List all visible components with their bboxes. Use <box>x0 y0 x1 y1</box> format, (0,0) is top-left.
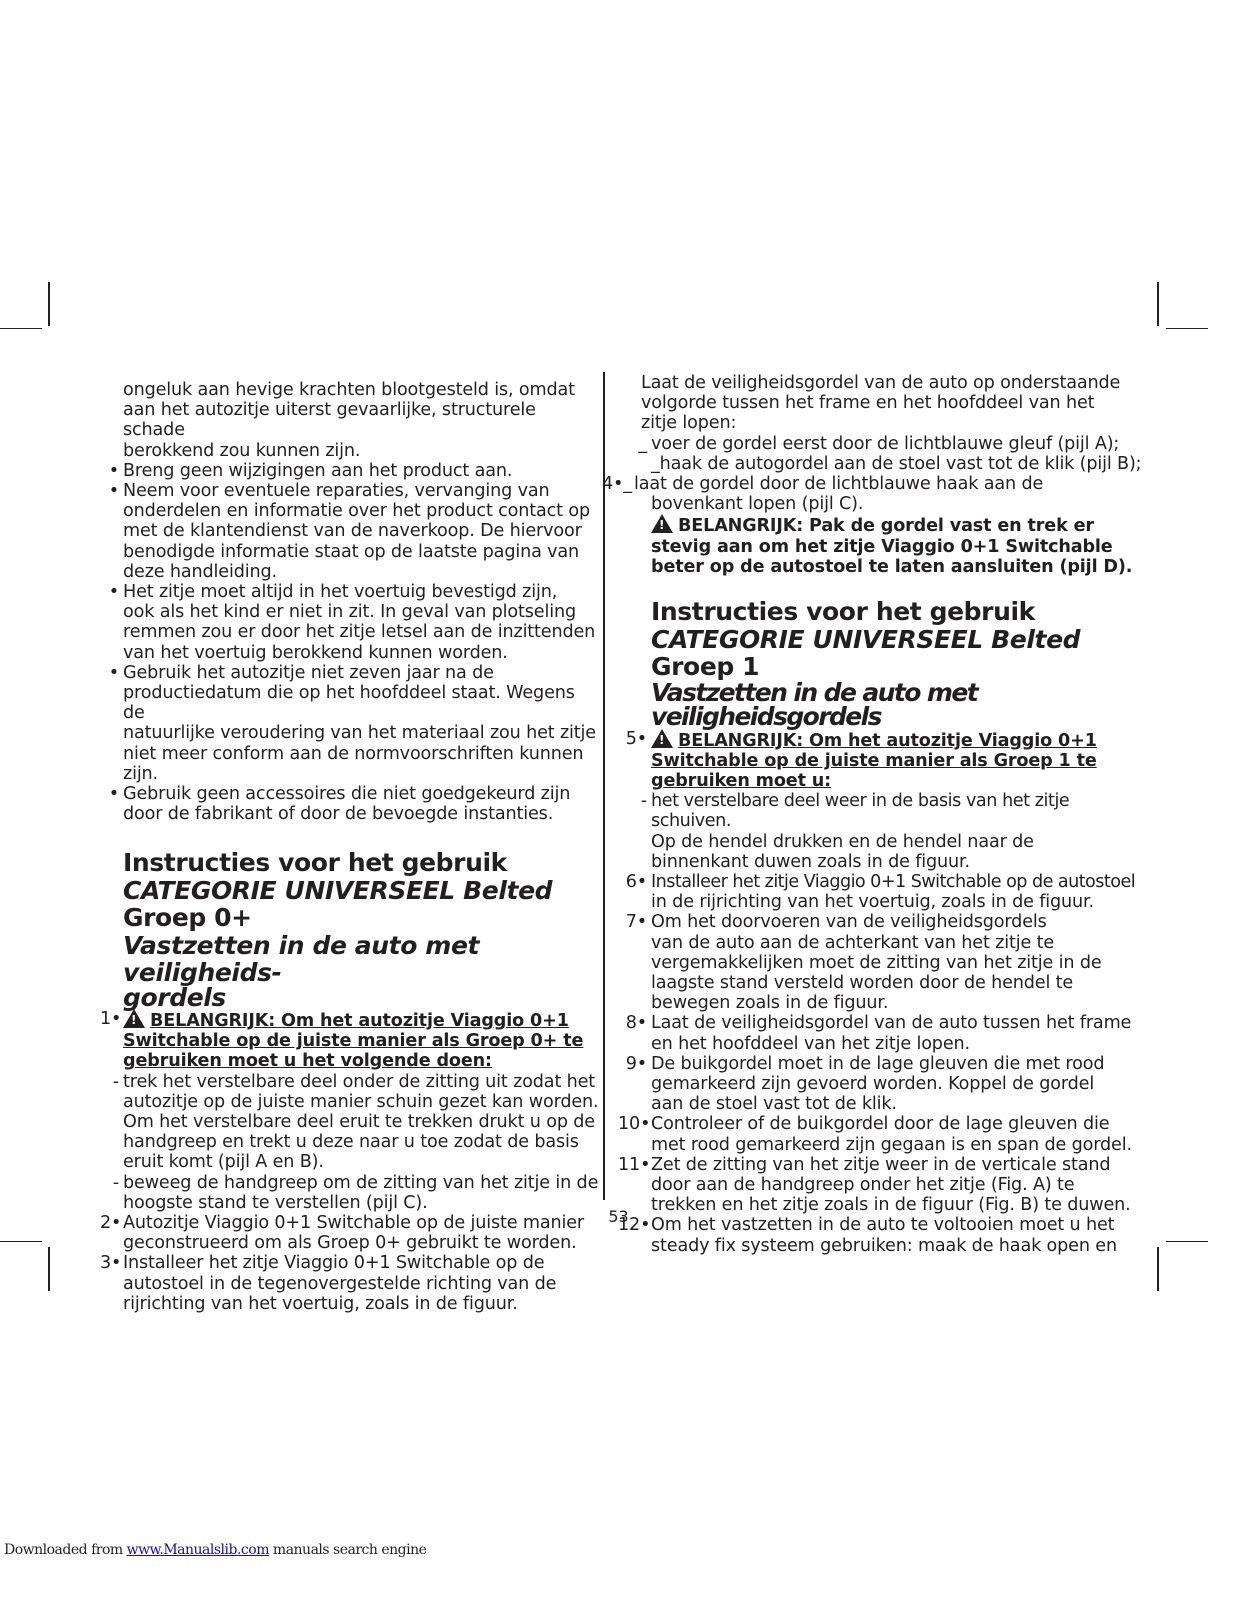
step-line: bewegen zoals in de figuur. <box>651 993 889 1014</box>
footer-suffix: manuals search engine <box>268 1542 427 1558</box>
step-item <box>618 1013 1148 1053</box>
step-line: binnenkant duwen zoals in de figuur. <box>651 851 970 872</box>
step-marker: 11• <box>618 1154 651 1175</box>
step-line: De buikgordel moet in de lage gleuven die met rood <box>651 1053 1105 1074</box>
bullet-line: productiedatum die op het hoofddeel staat. Wegens de <box>123 683 575 724</box>
page-number: 53 <box>608 1207 629 1226</box>
step-line: het verstelbare deel weer in de basis van het zitje schuiven. <box>651 791 1070 832</box>
step-item <box>618 1054 1148 1115</box>
step-line: Op de hendel drukken en de hendel naar de <box>651 831 1034 852</box>
sub-line: voer de gordel eerst door de lichtblauwe gleuf (pijl A); <box>651 433 1120 454</box>
step-line: autozitje op de juiste manier schuin gezet kan worden. <box>123 1091 599 1112</box>
step-marker: 9• <box>625 1053 647 1074</box>
step-line: van de auto aan de achterkant van het zitje te <box>651 932 1055 953</box>
bullet-line: onderdelen en informatie over het product contact op <box>123 501 591 522</box>
step-marker: - <box>112 1172 119 1193</box>
warning-icon <box>123 1009 145 1028</box>
important-line: beter op de autostoel te laten aansluiten (pijl D). <box>651 556 1133 577</box>
bullet-line: Het zitje moet altijd in het voertuig bevestigd zijn, <box>123 582 558 603</box>
bullet-line: door de fabrikant of door de bevoegde instanties. <box>123 804 554 825</box>
heading-category: CATEGORIE UNIVERSEEL Belted <box>651 624 1081 654</box>
step-line: aan de stoel vast tot de klik. <box>651 1094 897 1115</box>
sub-line: laat de gordel door de lichtblauwe haak aan de <box>634 474 1044 495</box>
step-line: beweeg de handgreep om de zitting van het zitje in de <box>123 1172 599 1193</box>
step-item <box>618 791 1148 872</box>
bullet-line: deze handleiding. <box>123 561 277 582</box>
sub-line: bovenkant lopen (pijl C). <box>651 494 864 515</box>
bullet-marker: • <box>108 784 119 805</box>
left-column <box>100 380 600 1314</box>
step-line: hoogste stand te verstellen (pijl C). <box>123 1192 428 1213</box>
bullet-line: ook als het kind er niet in zit. In geval van plotseling <box>123 602 576 623</box>
intro-line: ongeluk aan hevige krachten blootgesteld is, omdat <box>123 380 575 400</box>
bullet-line: remmen zou er door het zitje letsel aan de inzittenden <box>123 622 596 643</box>
section-heading <box>618 598 1148 729</box>
step-marker: 8• <box>625 1013 647 1034</box>
heading-subtitle: Vastzetten in de auto met veiligheids- <box>123 930 480 988</box>
important-line: gebruiken moet u het volgende doen: <box>123 1051 492 1072</box>
step-line: met rood gemarkeerd zijn gegaan is en span de gordel. <box>651 1134 1132 1155</box>
crop-mark <box>1157 1247 1159 1291</box>
step-line: eruit komt (pijl A en B). <box>123 1152 324 1173</box>
heading-title: Instructies voor het gebruik <box>651 597 1035 627</box>
step-item <box>100 1072 600 1173</box>
heading-category: CATEGORIE UNIVERSEEL Belted <box>123 875 553 905</box>
step-item <box>618 1114 1148 1154</box>
bullet-marker: • <box>108 662 119 683</box>
crop-mark <box>1166 1241 1208 1242</box>
step-line: geconstrueerd om als Groep 0+ gebruikt te worden. <box>123 1233 577 1254</box>
heading-group: Groep 0+ <box>123 903 252 933</box>
bullet-line: van het voertuig berokkend kunnen worden. <box>123 642 508 663</box>
step-line: Installeer het zitje Viaggio 0+1 Switchable op de autostoel <box>651 871 1136 892</box>
sub-item <box>618 454 1148 474</box>
step-line: laagste stand versteld worden door de hendel te <box>651 972 1074 993</box>
step-line: en het hoofddeel van het zitje lopen. <box>651 1033 970 1054</box>
bullet-item <box>100 582 600 663</box>
crop-mark <box>1166 328 1208 329</box>
heading-subtitle: Vastzetten in de auto met veiligheidsgordels <box>651 677 978 731</box>
step-line: gemarkeerd zijn gevoerd worden. Koppel de gordel <box>651 1073 1095 1094</box>
step-line: Om het vastzetten in de auto te voltooien moet u het <box>651 1215 1115 1236</box>
important-line: stevig aan om het zitje Viaggio 0+1 Switchable <box>651 536 1113 557</box>
step-marker: 5• <box>625 728 647 749</box>
important-block <box>618 514 1148 577</box>
step-marker: 7• <box>625 912 647 933</box>
step-line: Installeer het zitje Viaggio 0+1 Switchable op de <box>123 1253 545 1274</box>
important-line: Switchable op de juiste manier als Groep 0+ te <box>123 1031 584 1052</box>
step-line: vergemakkelijken moet de zitting van het zitje in de <box>651 952 1102 973</box>
bullet-item <box>100 663 600 784</box>
step-line: handgreep en trekt u deze naar u toe zodat de basis <box>123 1132 579 1153</box>
important-line: BELANGRIJK: Pak de gordel vast en trek er <box>678 516 1094 537</box>
step-marker: 10• <box>618 1114 651 1135</box>
footer-prefix: Downloaded from <box>4 1542 127 1558</box>
sub-item <box>618 434 1148 454</box>
bullet-line: niet meer conform aan de normvoorschriften kunnen zijn. <box>123 743 584 784</box>
step-marker: 2• <box>100 1213 122 1233</box>
step-line: Laat de veiligheidsgordel van de auto tussen het frame <box>651 1013 1132 1034</box>
crop-mark <box>48 282 50 326</box>
step-line: trek het verstelbare deel onder de zitting uit zodat het <box>123 1071 596 1092</box>
intro-line: Laat de veiligheidsgordel van de auto op onderstaande <box>641 373 1121 393</box>
bullet-marker: • <box>108 582 119 603</box>
bullet-line: Neem voor eventuele reparaties, vervanging van <box>123 481 550 502</box>
step-item <box>618 729 1148 792</box>
step-line: door aan de handgreep onder het zitje (Fig. A) te <box>651 1175 1075 1195</box>
footer <box>4 1542 426 1558</box>
step-item <box>618 912 1148 1013</box>
step-item <box>100 1009 600 1072</box>
step-line: autostoel in de tegenovergestelde richting van de <box>123 1273 557 1294</box>
heading-title: Instructies voor het gebruik <box>123 848 507 878</box>
crop-mark <box>0 1241 42 1242</box>
step-line: rijrichting van het voertuig, zoals in de figuur. <box>123 1293 518 1314</box>
step-marker: - <box>640 791 647 812</box>
bullet-line: met de klantendienst van de naverkoop. De hiervoor <box>123 521 582 542</box>
bullet-marker: • <box>108 481 119 502</box>
bullet-line: Breng geen wijzigingen aan het product aan. <box>123 460 513 481</box>
step-marker: 12• <box>618 1215 651 1236</box>
crop-mark <box>48 1247 50 1291</box>
section-heading <box>100 848 600 1012</box>
step-marker: 3• <box>100 1253 122 1274</box>
step-line: Om het doorvoeren van de veiligheidsgordels <box>651 912 1047 933</box>
step-line: steady fix systeem gebruiken: maak de haak open en <box>651 1235 1117 1256</box>
heading-group: Groep 1 <box>651 652 760 682</box>
step-line: Zet de zitting van het zitje weer in de verticale stand <box>651 1154 1111 1175</box>
step-item <box>100 1253 600 1314</box>
step-line: trekken en het zitje zoals in de figuur (Fig. B) te duwen. <box>651 1195 1131 1216</box>
footer-link[interactable]: www.Manualslib.com <box>126 1542 269 1558</box>
sub-item <box>602 474 1148 515</box>
crop-mark <box>0 328 42 329</box>
step-marker: 6• <box>625 871 647 892</box>
intro-line: aan het autozitje uiterst gevaarlijke, structurele schade <box>123 400 536 441</box>
bullet-marker: • <box>108 460 119 481</box>
important-line: BELANGRIJK: Om het autozitje Viaggio 0+1 <box>678 730 1097 751</box>
heading-subtitle: gordels <box>123 982 226 1012</box>
bullet-line: Gebruik het autozitje niet zeven jaar na de <box>123 662 494 683</box>
bullet-line: Gebruik geen accessoires die niet goedgekeurd zijn <box>123 784 571 805</box>
step-line: in de rijrichting van het voertuig, zoals in de figuur. <box>651 892 1094 913</box>
sub-marker: 4•_ <box>602 474 632 495</box>
step-marker: 1• <box>100 1008 122 1029</box>
bullet-line: natuurlijke veroudering van het materiaal zou het zitje <box>123 723 596 744</box>
bullet-item <box>100 461 600 481</box>
intro-line: berokkend zou kunnen zijn. <box>123 440 361 461</box>
right-column <box>602 373 1148 1256</box>
bullet-line: benodigde informatie staat op de laatste pagina van <box>123 541 580 562</box>
sub-marker <box>618 454 651 474</box>
warning-icon <box>651 514 673 533</box>
intro-line: volgorde tussen het frame en het hoofddeel van het <box>641 393 1095 414</box>
step-line: Om het verstelbare deel eruit te trekken drukt u op de <box>123 1111 595 1132</box>
important-line: gebruiken moet u: <box>651 770 832 791</box>
important-line: Switchable op de juiste manier als Groep 1 te <box>651 750 1097 771</box>
warning-icon <box>651 729 673 748</box>
important-line: BELANGRIJK: Om het autozitje Viaggio 0+1 <box>150 1010 569 1031</box>
bullet-item <box>100 784 600 824</box>
sub-line: _haak de autogordel aan de stoel vast tot de klik (pijl B); <box>651 453 1142 474</box>
sub-marker: _ <box>638 433 647 454</box>
crop-mark <box>1157 282 1159 326</box>
intro-line: zitje lopen: <box>641 413 737 434</box>
step-line: Controleer of de buikgordel door de lage gleuven die <box>651 1114 1110 1135</box>
step-marker: - <box>112 1071 119 1092</box>
bullet-item <box>100 481 600 582</box>
step-line: Autozitje Viaggio 0+1 Switchable op de juiste manier <box>123 1213 584 1233</box>
step-item <box>618 872 1148 912</box>
